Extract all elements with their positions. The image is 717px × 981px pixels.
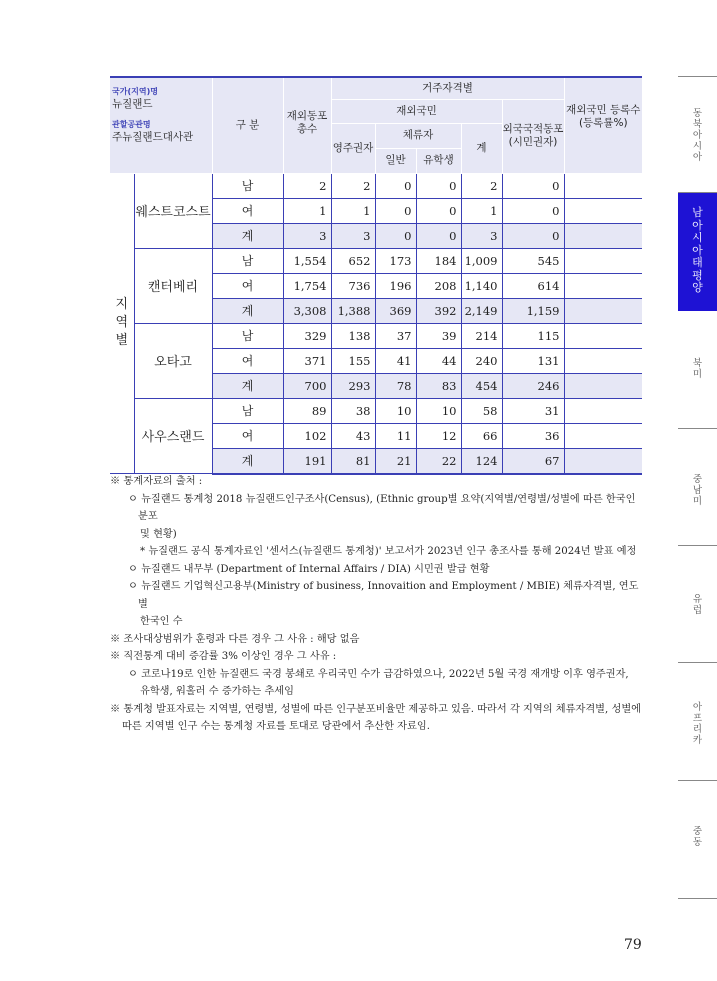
student-cell: 208 bbox=[416, 273, 461, 298]
registered-cell bbox=[564, 173, 642, 198]
total-cell: 3 bbox=[283, 223, 331, 248]
student-cell: 184 bbox=[416, 248, 461, 273]
header-total-overseas: 재외동포 총수 bbox=[283, 77, 331, 173]
tab-divider bbox=[678, 76, 717, 77]
tab-europe[interactable]: 유 럽 bbox=[692, 594, 703, 616]
foreign-cell: 0 bbox=[502, 173, 564, 198]
tab-latin-america[interactable]: 중 남 미 bbox=[692, 474, 703, 507]
student-cell: 0 bbox=[416, 223, 461, 248]
general-cell: 0 bbox=[375, 173, 416, 198]
office-label: 관할공관명 bbox=[112, 120, 151, 129]
permanent-cell: 293 bbox=[331, 373, 375, 398]
foreign-cell: 0 bbox=[502, 198, 564, 223]
header-student: 유학생 bbox=[416, 148, 461, 173]
student-cell: 44 bbox=[416, 348, 461, 373]
note-source-title: ※ 통계자료의 출처 : bbox=[110, 476, 203, 487]
region-name: 웨스트코스트 bbox=[134, 173, 212, 248]
header-korean-nationals: 재외국민 bbox=[331, 99, 502, 123]
registered-cell bbox=[564, 448, 642, 474]
header-general: 일반 bbox=[375, 148, 416, 173]
note-source-1b: 및 현황) bbox=[140, 528, 177, 540]
gender-cell: 여 bbox=[212, 423, 283, 448]
note-source-2: ㅇ 뉴질랜드 내무부 (Department of Internal Affairs / DIA) 시민권 발급 현황 bbox=[128, 563, 490, 575]
country-name: 뉴질랜드 bbox=[112, 98, 153, 110]
subtotal-cell: 2,149 bbox=[461, 298, 502, 323]
country-label: 국가(지역)명 bbox=[112, 87, 158, 96]
subtotal-cell: 1,140 bbox=[461, 273, 502, 298]
gender-cell: 남 bbox=[212, 398, 283, 423]
foreign-cell: 614 bbox=[502, 273, 564, 298]
tab-divider bbox=[678, 662, 717, 663]
note-source-3a: ㅇ 뉴질랜드 기업혁신고용부(Ministry of business, Innovaition and Employment / MBIE) 체류자격별, 연도별 bbox=[128, 581, 639, 610]
region-name: 캔터베리 bbox=[134, 248, 212, 323]
subtotal-cell: 58 bbox=[461, 398, 502, 423]
tab-south-asia-pacific[interactable]: 남 아 시 아 태 평 양 bbox=[678, 193, 717, 311]
student-cell: 22 bbox=[416, 448, 461, 474]
note-change-1b: 유학생, 워홀러 수 증가하는 추세임 bbox=[140, 686, 294, 697]
permanent-cell: 43 bbox=[331, 423, 375, 448]
foreign-cell: 1,159 bbox=[502, 298, 564, 323]
registered-cell bbox=[564, 223, 642, 248]
table-body bbox=[110, 173, 642, 474]
note-method-a: ※ 통계청 발표자료는 지역별, 연령별, 성별에 따른 인구분포비율만 제공하고 있음. 따라서 각 지역의 체류자격별, 성별에 bbox=[110, 703, 642, 715]
subtotal-cell: 66 bbox=[461, 423, 502, 448]
total-cell: 3,308 bbox=[283, 298, 331, 323]
foreign-cell: 545 bbox=[502, 248, 564, 273]
gender-cell: 남 bbox=[212, 248, 283, 273]
total-cell: 1,754 bbox=[283, 273, 331, 298]
subtotal-cell: 1 bbox=[461, 198, 502, 223]
total-cell: 371 bbox=[283, 348, 331, 373]
office-name: 주뉴질랜드대사관 bbox=[112, 131, 194, 143]
registered-cell bbox=[564, 323, 642, 348]
subtotal-cell: 124 bbox=[461, 448, 502, 474]
note-source-3b: 한국인 수 bbox=[140, 616, 183, 627]
subtotal-cell: 454 bbox=[461, 373, 502, 398]
general-cell: 0 bbox=[375, 223, 416, 248]
foreign-cell: 31 bbox=[502, 398, 564, 423]
header-by-residence: 거주자격별 bbox=[331, 77, 564, 99]
note-scope: ※ 조사대상범위가 훈령과 다른 경우 그 사유 : 해당 없음 bbox=[110, 633, 360, 645]
subtotal-cell: 214 bbox=[461, 323, 502, 348]
note-source-1-note: * 뉴질랜드 공식 통계자료인 '센서스(뉴질랜드 통계청)' 보고서가 2023년 인구 총조사를 통해 2024년 발표 예정 bbox=[140, 546, 637, 557]
foreign-cell: 131 bbox=[502, 348, 564, 373]
total-cell: 191 bbox=[283, 448, 331, 474]
foreign-cell: 36 bbox=[502, 423, 564, 448]
registered-cell bbox=[564, 273, 642, 298]
student-cell: 83 bbox=[416, 373, 461, 398]
gender-cell: 여 bbox=[212, 198, 283, 223]
registered-cell bbox=[564, 423, 642, 448]
foreign-cell: 246 bbox=[502, 373, 564, 398]
subtotal-cell: 240 bbox=[461, 348, 502, 373]
population-table-wrapper bbox=[110, 76, 642, 475]
note-method-b: 따른 지역별 인구 수는 통계청 자료를 토대로 당관에서 추산한 자료임. bbox=[122, 721, 430, 732]
subtotal-cell: 3 bbox=[461, 223, 502, 248]
subtotal-cell: 1,009 bbox=[461, 248, 502, 273]
tab-divider bbox=[678, 898, 717, 899]
permanent-cell: 155 bbox=[331, 348, 375, 373]
region-name: 오타고 bbox=[134, 323, 212, 398]
permanent-cell: 38 bbox=[331, 398, 375, 423]
general-cell: 11 bbox=[375, 423, 416, 448]
registered-cell bbox=[564, 373, 642, 398]
registered-cell bbox=[564, 248, 642, 273]
tab-divider bbox=[678, 428, 717, 429]
total-cell: 1,554 bbox=[283, 248, 331, 273]
total-cell: 700 bbox=[283, 373, 331, 398]
tab-middle-east[interactable]: 중 동 bbox=[692, 826, 703, 848]
student-cell: 39 bbox=[416, 323, 461, 348]
gender-cell: 남 bbox=[212, 173, 283, 198]
page-number: 79 bbox=[624, 937, 642, 953]
region-tabs-sidebar bbox=[678, 0, 717, 981]
general-cell: 21 bbox=[375, 448, 416, 474]
registered-cell bbox=[564, 348, 642, 373]
general-cell: 10 bbox=[375, 398, 416, 423]
gender-cell: 여 bbox=[212, 348, 283, 373]
student-cell: 392 bbox=[416, 298, 461, 323]
permanent-cell: 652 bbox=[331, 248, 375, 273]
note-change-title: ※ 직전통계 대비 증감률 3% 이상인 경우 그 사유 : bbox=[110, 651, 337, 662]
region-group-label bbox=[110, 173, 134, 474]
student-cell: 12 bbox=[416, 423, 461, 448]
foreign-cell: 115 bbox=[502, 323, 564, 348]
gender-cell: 여 bbox=[212, 273, 283, 298]
header-subtotal: 계 bbox=[461, 123, 502, 173]
header-category: 구 분 bbox=[212, 77, 283, 173]
total-cell: 329 bbox=[283, 323, 331, 348]
population-table bbox=[110, 76, 642, 475]
general-cell: 369 bbox=[375, 298, 416, 323]
general-cell: 37 bbox=[375, 323, 416, 348]
general-cell: 41 bbox=[375, 348, 416, 373]
gender-cell: 남 bbox=[212, 323, 283, 348]
tab-northeast-asia[interactable]: 동 북 아 시 아 bbox=[692, 108, 703, 163]
gender-cell: 계 bbox=[212, 373, 283, 398]
header-foreign-nationals: 외국국적동포 (시민권자) bbox=[502, 99, 564, 173]
foreign-cell: 67 bbox=[502, 448, 564, 474]
permanent-cell: 1,388 bbox=[331, 298, 375, 323]
general-cell: 196 bbox=[375, 273, 416, 298]
foreign-cell: 0 bbox=[502, 223, 564, 248]
permanent-cell: 81 bbox=[331, 448, 375, 474]
total-cell: 89 bbox=[283, 398, 331, 423]
permanent-cell: 1 bbox=[331, 198, 375, 223]
permanent-cell: 2 bbox=[331, 173, 375, 198]
tab-africa[interactable]: 아 프 리 카 bbox=[692, 702, 703, 746]
registered-cell bbox=[564, 398, 642, 423]
header-sojourner: 체류자 bbox=[375, 123, 461, 148]
gender-cell: 계 bbox=[212, 223, 283, 248]
general-cell: 173 bbox=[375, 248, 416, 273]
region-name: 사우스랜드 bbox=[134, 398, 212, 474]
total-cell: 102 bbox=[283, 423, 331, 448]
student-cell: 0 bbox=[416, 173, 461, 198]
student-cell: 0 bbox=[416, 198, 461, 223]
general-cell: 78 bbox=[375, 373, 416, 398]
general-cell: 0 bbox=[375, 198, 416, 223]
total-cell: 1 bbox=[283, 198, 331, 223]
tab-divider bbox=[678, 780, 717, 781]
permanent-cell: 3 bbox=[331, 223, 375, 248]
region-group-text: 지 역 별 bbox=[115, 297, 129, 349]
total-cell: 2 bbox=[283, 173, 331, 198]
gender-cell: 계 bbox=[212, 448, 283, 474]
gender-cell: 계 bbox=[212, 298, 283, 323]
tab-divider bbox=[678, 545, 717, 546]
table-corner bbox=[110, 77, 212, 173]
permanent-cell: 736 bbox=[331, 273, 375, 298]
registered-cell bbox=[564, 198, 642, 223]
tab-north-america[interactable]: 북 미 bbox=[692, 358, 703, 380]
subtotal-cell: 2 bbox=[461, 173, 502, 198]
header-permanent: 영주권자 bbox=[331, 123, 375, 173]
registered-cell bbox=[564, 298, 642, 323]
note-source-1a: ㅇ 뉴질랜드 통계청 2018 뉴질랜드인구조사(Census), (Ethnic group별 요약(지역별/연령별/성별에 따른 한국인 분포 bbox=[128, 493, 636, 522]
note-change-1a: ㅇ 코로나19로 인한 뉴질랜드 국경 봉쇄로 우리국민 수가 급감하였으나, 2022년 5월 국경 재개방 이후 영주권자, bbox=[128, 668, 629, 680]
student-cell: 10 bbox=[416, 398, 461, 423]
header-registered: 재외국민 등록수 (등록률%) bbox=[564, 77, 642, 173]
footnotes bbox=[110, 473, 645, 736]
permanent-cell: 138 bbox=[331, 323, 375, 348]
